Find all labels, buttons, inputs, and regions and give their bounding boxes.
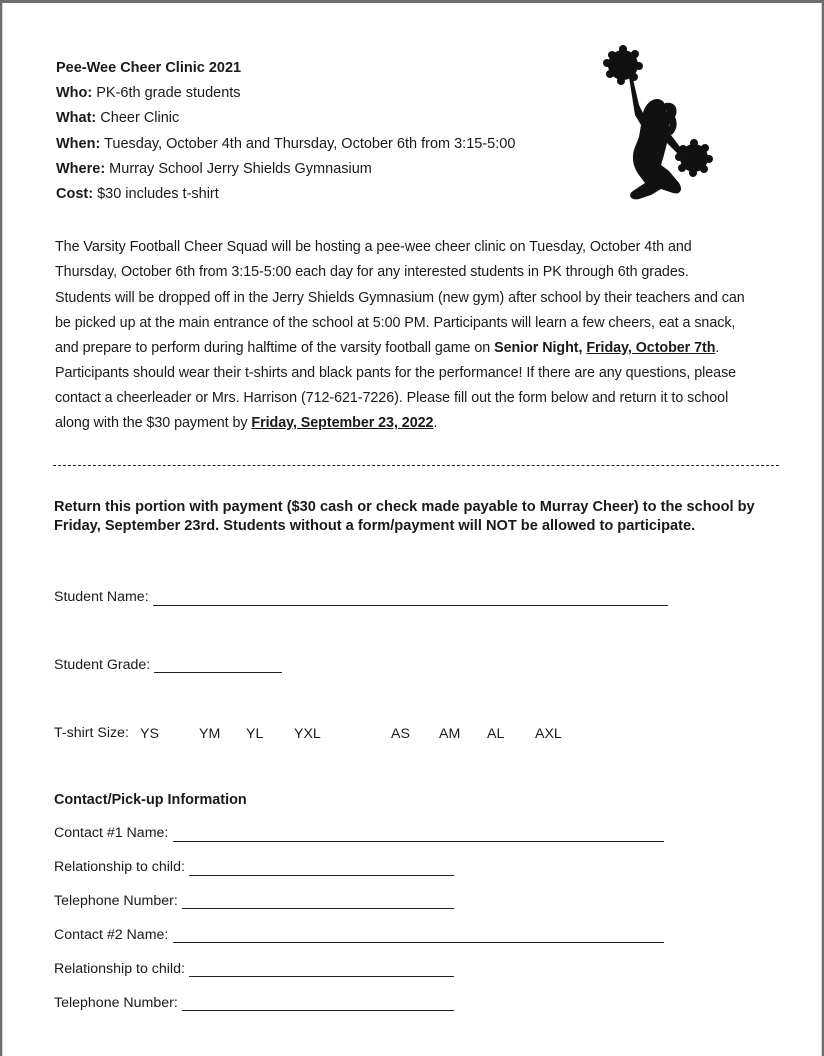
cut-line-divider bbox=[53, 465, 779, 466]
who-line bbox=[56, 85, 241, 101]
cost-line bbox=[56, 186, 219, 202]
body-line-3: Students will be dropped off in the Jerry Shields Gymnasium (new gym) after school by their teachers and can bbox=[55, 290, 745, 306]
size-option-am[interactable]: AM bbox=[439, 726, 461, 742]
size-option-as[interactable]: AS bbox=[391, 726, 410, 742]
contact-1-name-label: Contact #1 Name: bbox=[54, 825, 169, 841]
size-option-axl[interactable]: AXL bbox=[535, 726, 562, 742]
student-grade-label: Student Grade: bbox=[54, 657, 151, 673]
body-line-5-text: and prepare to perform during halftime of the varsity football game on bbox=[55, 340, 495, 356]
size-option-yl[interactable]: YL bbox=[246, 726, 264, 742]
return-instructions-line-1: Return this portion with payment ($30 cash or check made payable to Murray Cheer) to the school by bbox=[54, 499, 755, 515]
what-value: Cheer Clinic bbox=[96, 110, 180, 126]
cost-label: Cost: bbox=[56, 186, 94, 202]
who-label: Who: bbox=[56, 85, 93, 101]
relationship-2-label: Relationship to child: bbox=[54, 961, 185, 977]
when-value: Tuesday, October 4th and Thursday, October 6th from 3:15-5:00 bbox=[100, 136, 516, 152]
cost-value: $30 includes t-shirt bbox=[93, 186, 219, 202]
student-name-label: Student Name: bbox=[54, 589, 149, 605]
tshirt-size-label: T-shirt Size: bbox=[54, 725, 129, 741]
document-page bbox=[2, 3, 822, 1056]
telephone-2-field[interactable] bbox=[182, 1010, 454, 1011]
body-line-7: contact a cheerleader or Mrs. Harrison (712-621-7226). Please fill out the form below and return it to school bbox=[55, 390, 729, 406]
body-line-8-period: . bbox=[433, 415, 438, 431]
body-line-4: be picked up at the main entrance of the school at 5:00 PM. Participants will learn a few cheers, eat a snack, bbox=[55, 315, 736, 331]
where-line bbox=[56, 161, 372, 177]
senior-night-label: Senior Night, bbox=[494, 340, 587, 356]
where-label: Where: bbox=[56, 161, 106, 177]
telephone-1-label: Telephone Number: bbox=[54, 893, 178, 909]
when-label: When: bbox=[56, 136, 101, 152]
student-name-field[interactable] bbox=[153, 605, 668, 606]
student-grade-field[interactable] bbox=[154, 672, 282, 673]
size-option-al[interactable]: AL bbox=[487, 726, 505, 742]
where-value: Murray School Jerry Shields Gymnasium bbox=[105, 161, 372, 177]
relationship-1-label: Relationship to child: bbox=[54, 859, 185, 875]
contact-section-heading: Contact/Pick-up Information bbox=[54, 792, 247, 808]
telephone-1-field[interactable] bbox=[182, 908, 454, 909]
relationship-2-field[interactable] bbox=[189, 976, 454, 977]
size-option-ym[interactable]: YM bbox=[199, 726, 221, 742]
size-option-yxl[interactable]: YXL bbox=[294, 726, 321, 742]
document-title: Pee-Wee Cheer Clinic 2021 bbox=[56, 60, 242, 76]
body-line-5-period: . bbox=[715, 340, 720, 356]
who-value: PK-6th grade students bbox=[92, 85, 241, 101]
body-line-1: The Varsity Football Cheer Squad will be hosting a pee-wee cheer clinic on Tuesday, October 4th and bbox=[55, 239, 692, 255]
what-line bbox=[56, 110, 179, 126]
contact-1-name-field[interactable] bbox=[173, 841, 664, 842]
telephone-2-label: Telephone Number: bbox=[54, 995, 178, 1011]
contact-2-name-field[interactable] bbox=[173, 942, 664, 943]
performance-date: Friday, October 7th bbox=[586, 340, 716, 356]
body-line-8-text: along with the $30 payment by bbox=[55, 415, 252, 431]
when-line bbox=[56, 136, 515, 152]
body-line-5 bbox=[55, 340, 719, 356]
what-label: What: bbox=[56, 110, 97, 126]
due-date: Friday, September 23, 2022 bbox=[251, 415, 434, 431]
body-line-8 bbox=[55, 415, 437, 431]
relationship-1-field[interactable] bbox=[189, 875, 454, 876]
body-line-6: Participants should wear their t-shirts and black pants for the performance! If there are any questions, please bbox=[55, 365, 737, 381]
return-instructions-line-2: Friday, September 23rd. Students without a form/payment will NOT be allowed to participate. bbox=[54, 518, 696, 534]
size-option-ys[interactable]: YS bbox=[140, 726, 159, 742]
cheerleader-silhouette-icon bbox=[599, 43, 717, 203]
body-line-2: Thursday, October 6th from 3:15-5:00 each day for any interested students in PK through 6th grades. bbox=[55, 264, 689, 280]
contact-2-name-label: Contact #2 Name: bbox=[54, 927, 169, 943]
